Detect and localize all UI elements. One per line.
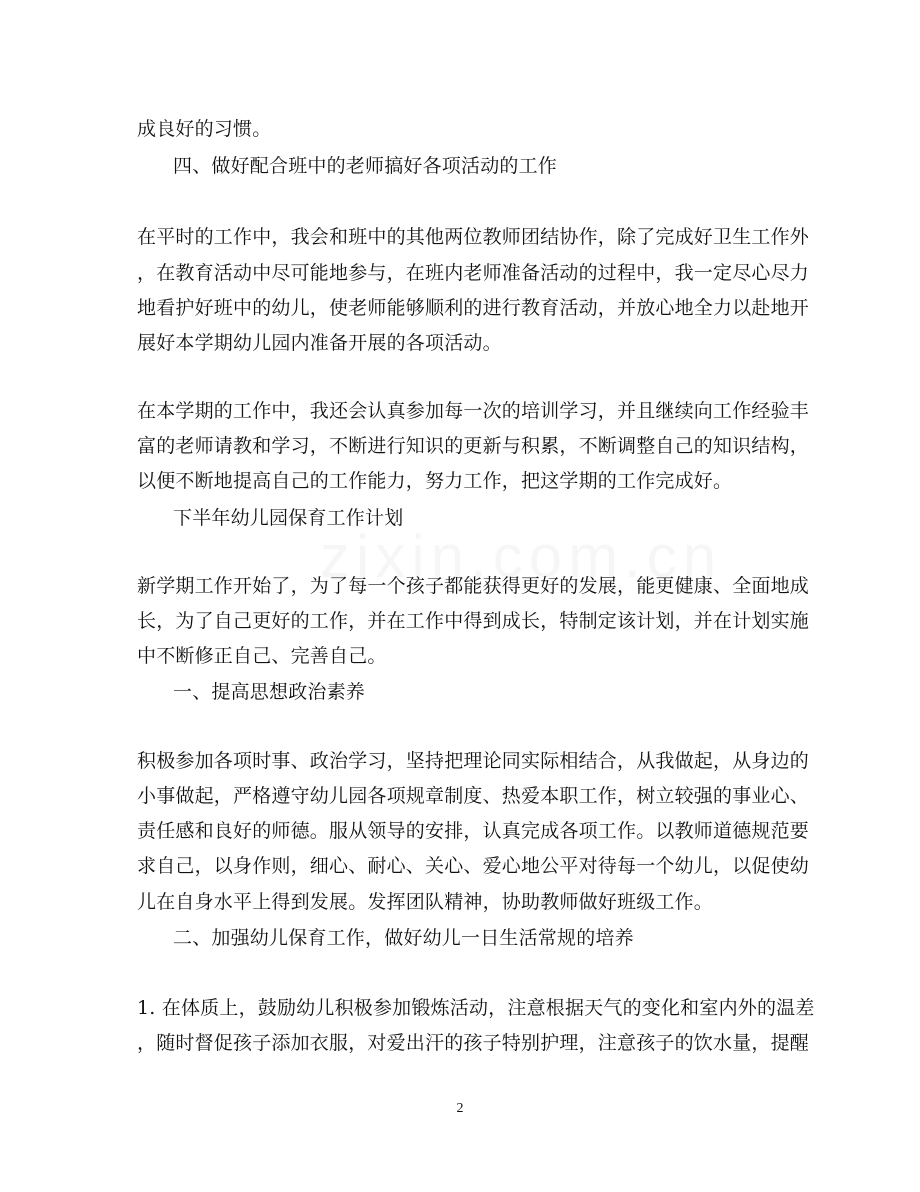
paragraph-line: 长，为了自己更好的工作，并在工作中得到成长，特制定该计划，并在计划实施	[137, 610, 810, 632]
paragraph-line: ，在教育活动中尽可能地参与，在班内老师准备活动的过程中，我一定尽心尽力	[137, 262, 810, 284]
section-heading-1: 一、提高思想政治素养	[173, 681, 366, 703]
paragraph-line: 责任感和良好的师德。服从领导的安排，认真完成各项工作。以教师道德规范要	[137, 820, 810, 842]
section-heading-4: 四、做好配合班中的老师搞好各项活动的工作	[173, 155, 558, 177]
paragraph-line: 以便不断地提高自己的工作能力，努力工作，把这学期的工作完成好。	[137, 470, 733, 492]
paragraph-line: 中不断修正自己、完善自己。	[137, 645, 387, 667]
paragraph-line: 积极参加各项时事、政治学习，坚持把理论同实际相结合，从我做起，从身边的	[137, 750, 810, 772]
paragraph-line: 新学期工作开始了，为了每一个孩子都能获得更好的发展，能更健康、全面地成	[137, 575, 810, 597]
paragraph-line: 在本学期的工作中，我还会认真参加每一次的培训学习，并且继续向工作经验丰	[137, 400, 810, 422]
paragraph-line: 小事做起，严格遵守幼儿园各项规章制度、热爱本职工作，树立较强的事业心、	[137, 785, 810, 807]
paragraph-line: 求自己，以身作则，细心、耐心、关心、爱心地公平对待每一个幼儿，以促使幼	[137, 855, 810, 877]
paragraph-line: 富的老师请教和学习，不断进行知识的更新与积累，不断调整自己的知识结构，	[137, 435, 810, 457]
paragraph-line: 1. 在体质上，鼓励幼儿积极参加锻炼活动，注意根据天气的变化和室内外的温差	[137, 997, 815, 1019]
section-heading-2: 二、加强幼儿保育工作，做好幼儿一日生活常规的培养	[173, 927, 634, 949]
document-title: 下半年幼儿园保育工作计划	[173, 507, 404, 529]
paragraph-line: 成良好的习惯。	[137, 118, 272, 140]
paragraph-line: 儿在自身水平上得到发展。发挥团队精神，协助教师做好班级工作。	[137, 891, 714, 913]
paragraph-line: 展好本学期幼儿园内准备开展的各项活动。	[137, 332, 502, 354]
page-number: 2	[456, 1101, 464, 1116]
paragraph-line: ，随时督促孩子添加衣服，对爱出汗的孩子特别护理，注意孩子的饮水量，提醒	[137, 1032, 810, 1054]
paragraph-line: 地看护好班中的幼儿，使老师能够顺利的进行教育活动，并放心地全力以赴地开	[137, 297, 810, 319]
paragraph-line: 在平时的工作中，我会和班中的其他两位教师团结协作，除了完成好卫生工作外	[137, 226, 810, 248]
